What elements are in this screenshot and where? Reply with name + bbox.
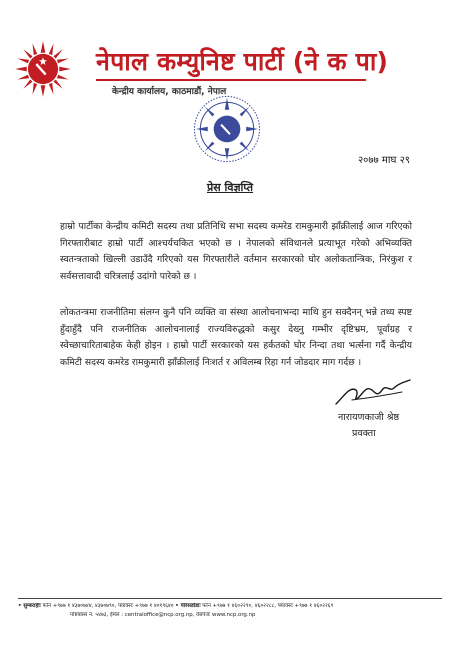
document-title-row [0,180,460,195]
signatory-name: नारायणकाजी श्रेष्ठ [338,412,400,423]
footer-contact-line-2: पोष्टबक्स नं. ५४७३, ईमेल : centraloffice@ncp.org.np, वेबपेजः www.ncp.org.np [70,612,256,618]
document-date: २०७७ माघ २९ [357,155,410,166]
party-emblem-icon [14,40,72,98]
handwritten-signature [332,376,414,410]
footer-contact-sumbarahi: फोन +९७७ १ ४३७०७४४, ४३७०७९०, फ्याक्सः +९७७ १ ४०१९६४० [42,603,174,609]
footer-contact-line-1 [18,603,442,610]
party-name: नेपाल कम्युनिष्ट पार्टी (ने क पा) [96,47,389,76]
document-title: प्रेस विज्ञप्ति [206,181,254,194]
footer-label-perisdanda: • पेरिसडाँडाः [175,603,201,609]
body-paragraph-1: हाम्रो पार्टीका केन्द्रीय कमिटी सदस्य तथा प्रतिनिधि सभा सदस्य कमरेड रामकुमारी झाँक्रीलाई आज गरिएको गिरफ्तारीबाट हाम्रो पार्टी आश्चर्यचकित भएको छ । नेपालको संविधानले प्रत्याभूत गरेको अभिव्यक्ति स्वतन्त्रताको खिल्ली उडाउँदै गरिएको यस गिरफ्तारीले वर्तमान सरकारको घोर अलोकतान्त्रिक, निरंकुश र सर्वसत्तावादी चरित्रलाई उदांगो पारेको छ । [60,221,412,282]
office-address: केन्द्रीय कार्यालय, काठमाडौं, नेपाल [112,87,227,97]
body-paragraph-2: लोकतन्त्रमा राजनीतिमा संलग्न कुनै पनि व्यक्ति वा संस्था आलोचनाभन्दा माथि हुन सक्दैनन् भन्ने तथ्य स्पष्ट हुँदाहुँदै पनि राजनीतिक आलोचनालाई राज्यविरुद्धको कसुर देख्नु गम्भीर दृष्टिभ्रम, पूर्वाग्रह र स्वेच्छाचारिताबाहेक केही होइन । हाम्रो पार्टी सरकारको यस हर्कतको घोर निन्दा तथा भर्त्सना गर्दै केन्द्रीय कमिटी सदस्य कमरेड रामकुमारी झाँक्रीलाई निःशर्त र अविलम्ब रिहा गर्न जोडदार माग गर्दछ । [60,307,412,368]
footer-divider [18,598,442,599]
footer-contact-perisdanda: फोन +९७७ १ ४६०२२९०, ४६०२२८८, फ्याक्सः +९७७ १ ४६०२२६९ [202,603,334,609]
header-divider [96,79,366,81]
footer-label-sumbarahi: • सुम्बराहीः [18,603,41,609]
party-stamp-icon [190,92,264,166]
signatory-role: प्रवक्ता [352,428,376,439]
